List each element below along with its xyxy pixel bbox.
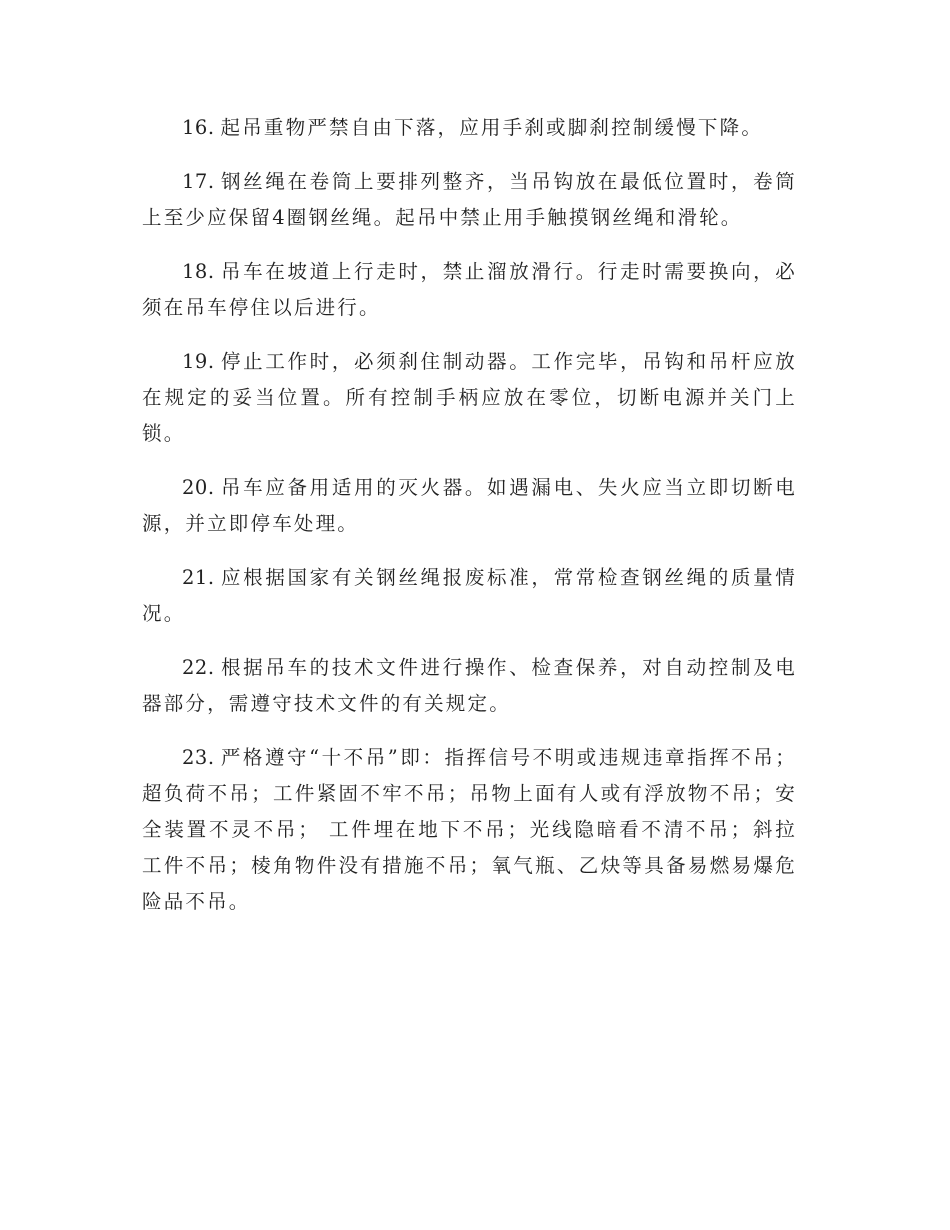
paragraph-text: 吊车在坡道上行走时，禁止溜放滑行。行走时需要换向，必须在吊车停住以后进行。 xyxy=(142,260,797,319)
paragraph-23 xyxy=(142,740,797,920)
paragraph-number: 23. xyxy=(182,746,215,769)
paragraph-number: 17. xyxy=(182,170,215,193)
paragraph-text: 应根据国家有关钢丝绳报废标准，常常检查钢丝绳的质量情况。 xyxy=(142,566,797,625)
document-body xyxy=(142,110,797,938)
paragraph-number: 19. xyxy=(182,350,215,373)
paragraph-18 xyxy=(142,254,797,326)
paragraph-21 xyxy=(142,560,797,632)
paragraph-text: 根据吊车的技术文件进行操作、检查保养，对自动控制及电器部分，需遵守技术文件的有关规定。 xyxy=(142,656,797,715)
paragraph-16 xyxy=(142,110,797,146)
paragraph-text: 吊车应备用适用的灭火器。如遇漏电、失火应当立即切断电源，并立即停车处理。 xyxy=(142,476,797,535)
paragraph-19 xyxy=(142,344,797,452)
paragraph-22 xyxy=(142,650,797,722)
paragraph-text: 停止工作时，必须刹住制动器。工作完毕，吊钩和吊杆应放在规定的妥当位置。所有控制手柄应放在零位，切断电源并关门上锁。 xyxy=(142,350,797,445)
paragraph-number: 20. xyxy=(182,476,215,499)
paragraph-number: 16. xyxy=(182,116,215,139)
paragraph-number: 21. xyxy=(182,566,215,589)
paragraph-number: 22. xyxy=(182,656,215,679)
paragraph-text: 起吊重物严禁自由下落，应用手刹或脚刹控制缓慢下降。 xyxy=(220,116,764,139)
paragraph-20 xyxy=(142,470,797,542)
paragraph-number: 18. xyxy=(182,260,215,283)
paragraph-text: 钢丝绳在卷筒上要排列整齐，当吊钩放在最低位置时，卷筒上至少应保留4圈钢丝绳。起吊中禁止用手触摸钢丝绳和滑轮。 xyxy=(142,170,797,229)
paragraph-text: 严格遵守“十不吊”即：指挥信号不明或违规违章指挥不吊；超负荷不吊；工件紧固不牢不吊；吊物上面有人或有浮放物不吊；安全装置不灵不吊； 工件埋在地下不吊；光线隐暗看不清不吊；斜拉工件不吊；棱角物件没有措施不吊；氧气瓶、乙炔等具备易燃易爆危险品不吊。 xyxy=(142,746,797,913)
paragraph-17 xyxy=(142,164,797,236)
